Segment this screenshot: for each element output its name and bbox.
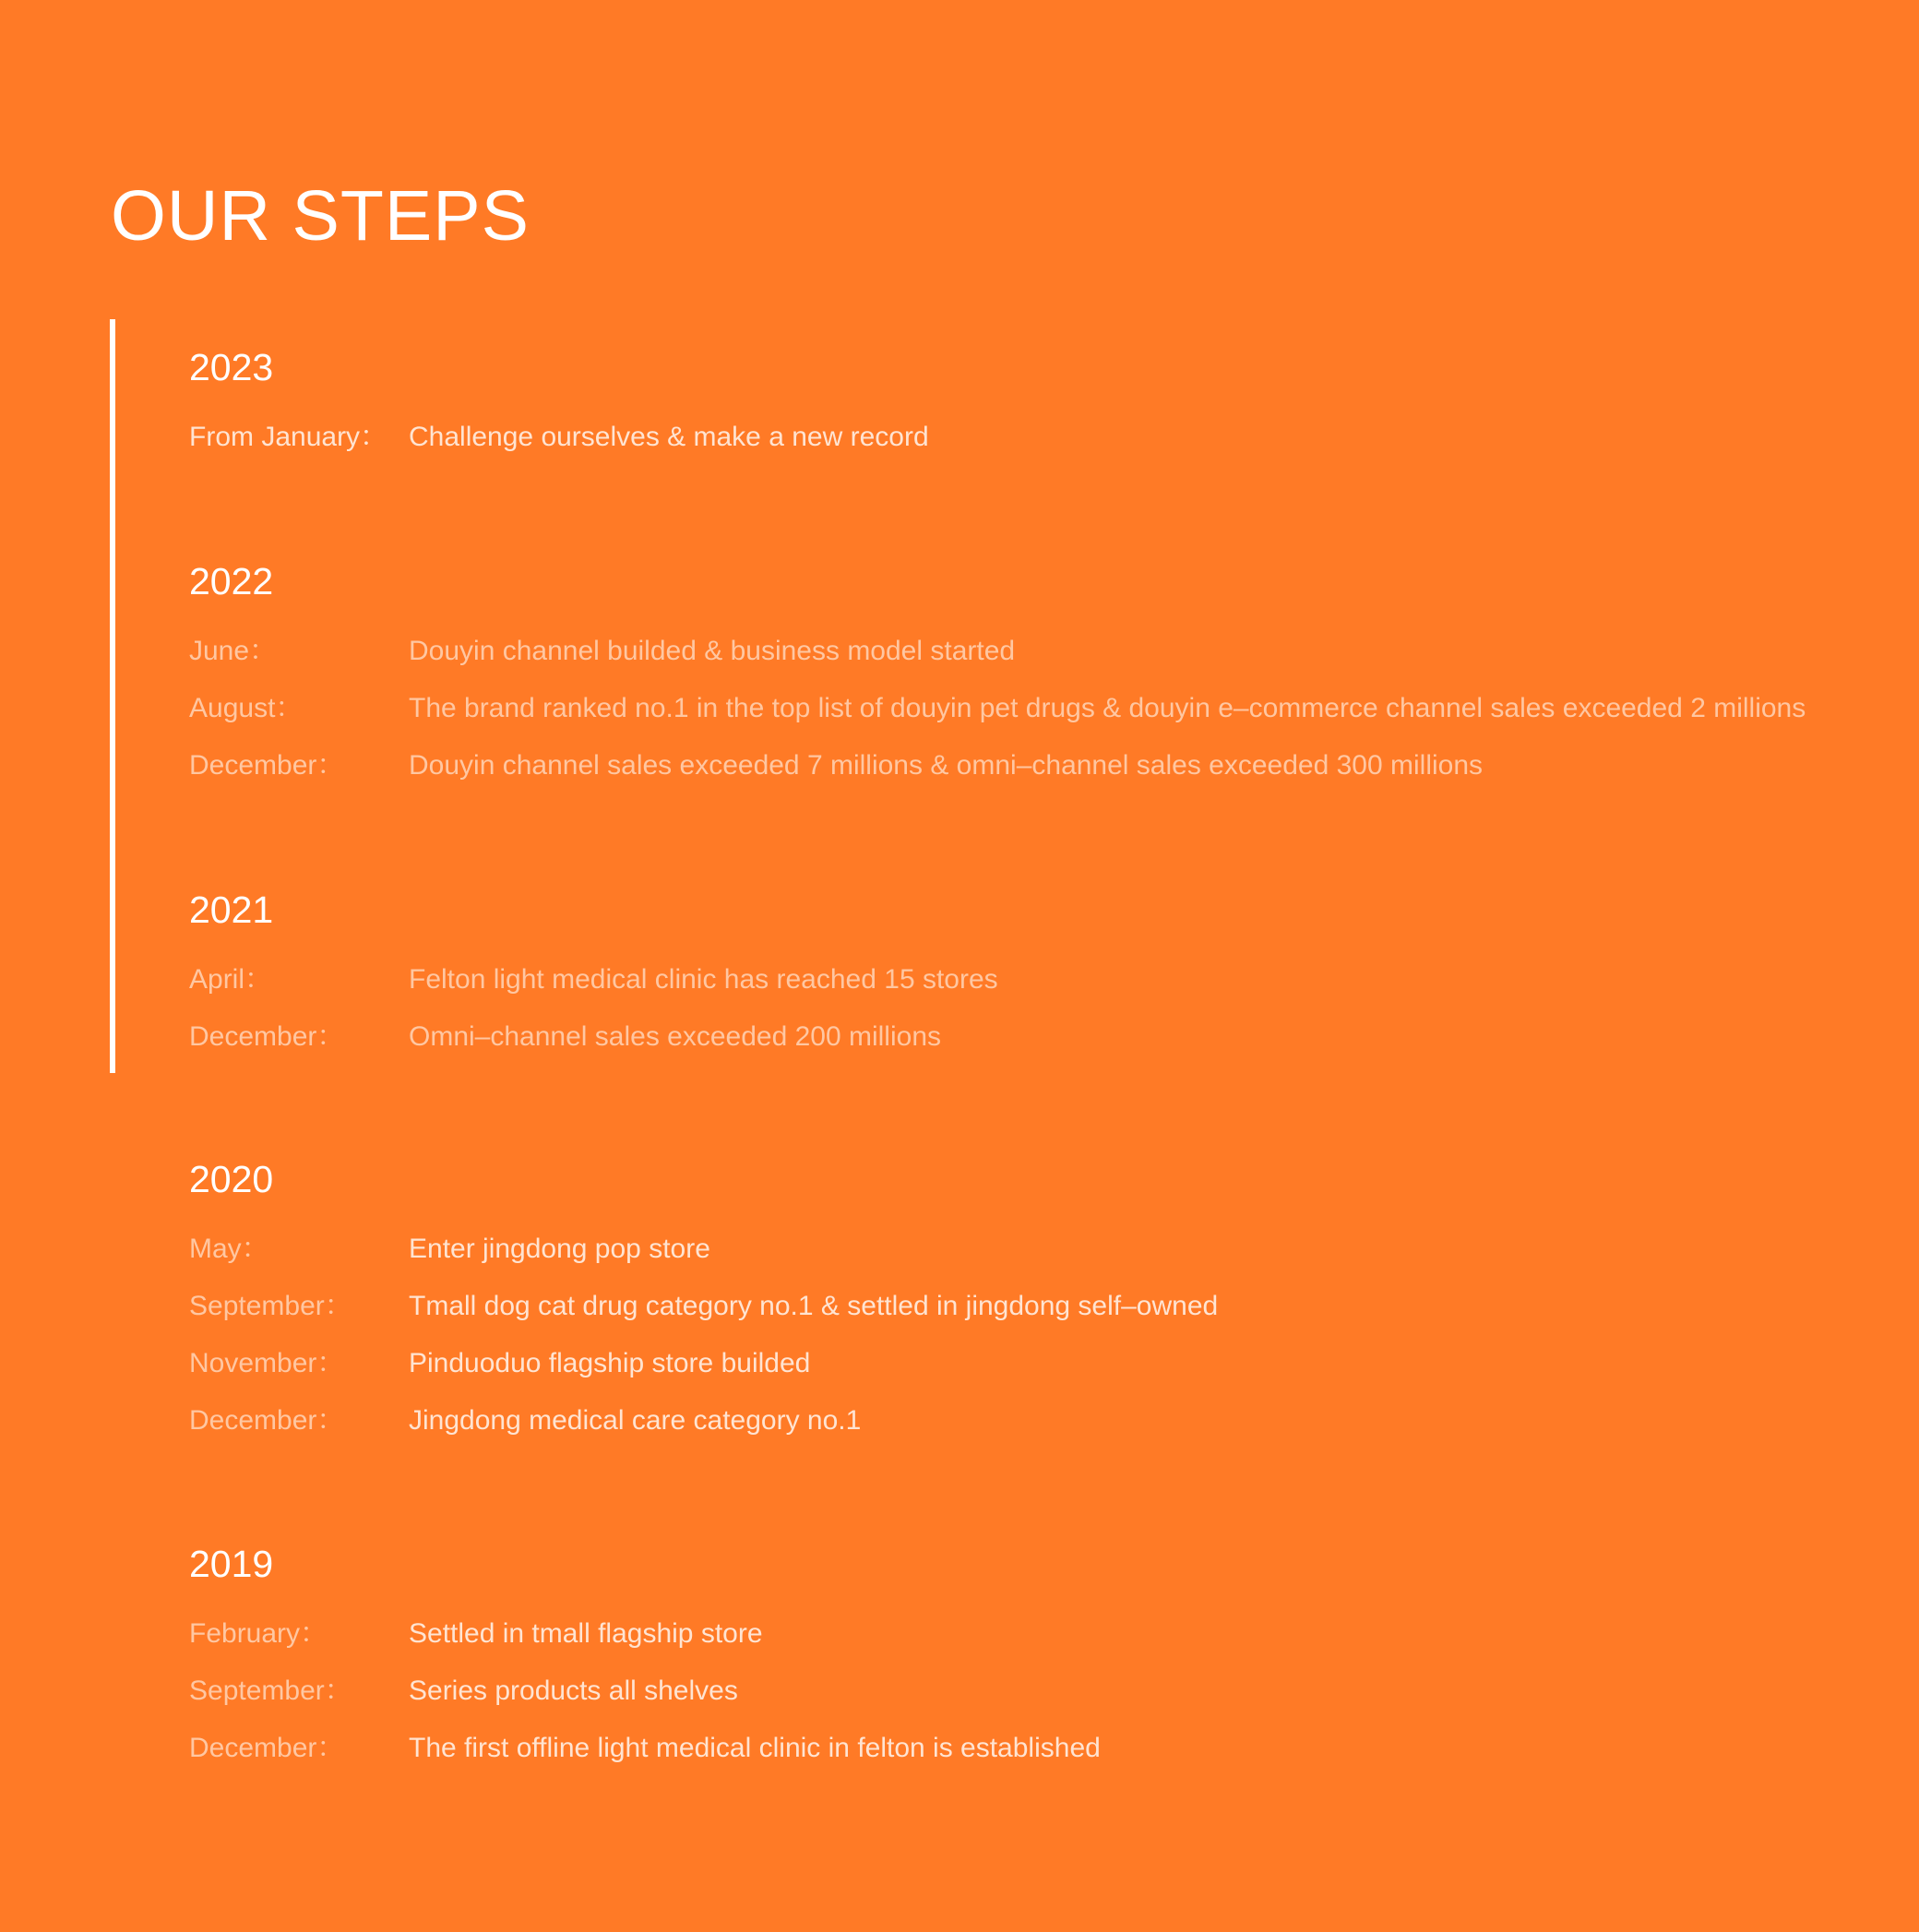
entry-month: April： bbox=[189, 964, 273, 995]
entry-text: Pinduoduo flagship store builded bbox=[409, 1348, 811, 1378]
timeline-entry bbox=[189, 1392, 1905, 1449]
timeline-entry bbox=[189, 1008, 1905, 1066]
year-section-2019 bbox=[189, 1541, 1905, 1777]
entry-text: Enter jingdong pop store bbox=[409, 1234, 710, 1264]
entry-month: December： bbox=[189, 1405, 345, 1436]
entry-list bbox=[189, 1605, 1905, 1777]
entry-text: Omni–channel sales exceeded 200 millions bbox=[409, 1021, 942, 1052]
timeline-entry bbox=[189, 1335, 1905, 1392]
timeline-entry bbox=[189, 623, 1905, 680]
page-title: OUR STEPS bbox=[111, 176, 530, 256]
entry-month: From January： bbox=[189, 422, 388, 452]
timeline-entry bbox=[189, 951, 1905, 1008]
timeline-line bbox=[110, 319, 115, 1073]
entry-text: Series products all shelves bbox=[409, 1676, 738, 1706]
timeline-entry bbox=[189, 1663, 1905, 1720]
entry-list bbox=[189, 623, 1905, 794]
entry-month: December： bbox=[189, 1021, 345, 1052]
entry-month: May： bbox=[189, 1234, 269, 1264]
entry-month: December： bbox=[189, 750, 345, 781]
entry-list bbox=[189, 1221, 1905, 1449]
timeline-entry bbox=[189, 1605, 1905, 1663]
timeline-entry bbox=[189, 1720, 1905, 1777]
entry-text: Douyin channel sales exceeded 7 millions & omni–channel sales exceeded 300 millions bbox=[409, 750, 1484, 781]
year-heading: 2022 bbox=[189, 560, 274, 602]
year-heading: 2020 bbox=[189, 1158, 274, 1200]
entry-text: Jingdong medical care category no.1 bbox=[409, 1405, 862, 1436]
year-section-2021 bbox=[189, 887, 1905, 1066]
entry-month: November： bbox=[189, 1348, 345, 1378]
entry-month: September： bbox=[189, 1676, 352, 1706]
timeline-entry bbox=[189, 1278, 1905, 1335]
entry-list bbox=[189, 409, 1905, 466]
year-section-2023 bbox=[189, 344, 1905, 466]
entry-text: Felton light medical clinic has reached 15 stores bbox=[409, 964, 998, 995]
entry-text: The brand ranked no.1 in the top list of douyin pet drugs & douyin e–commerce channel sales exceeded 2 millions bbox=[409, 693, 1806, 723]
timeline-entry bbox=[189, 737, 1905, 794]
year-heading: 2019 bbox=[189, 1543, 274, 1585]
timeline-entry bbox=[189, 1221, 1905, 1278]
year-heading: 2021 bbox=[189, 888, 274, 931]
entry-text: Douyin channel builded & business model started bbox=[409, 636, 1016, 666]
entry-text: Tmall dog cat drug category no.1 & settled in jingdong self–owned bbox=[409, 1291, 1219, 1321]
year-section-2020 bbox=[189, 1156, 1905, 1449]
timeline-entry bbox=[189, 409, 1905, 466]
entry-month: June： bbox=[189, 636, 278, 666]
year-heading: 2023 bbox=[189, 346, 274, 388]
entry-month: September： bbox=[189, 1291, 352, 1321]
entry-text: The first offline light medical clinic in felton is established bbox=[409, 1733, 1101, 1763]
year-section-2022 bbox=[189, 558, 1905, 794]
entry-text: Challenge ourselves & make a new record bbox=[409, 422, 929, 452]
entry-month: February： bbox=[189, 1618, 328, 1649]
timeline-entry bbox=[189, 680, 1905, 737]
entry-text: Settled in tmall flagship store bbox=[409, 1618, 763, 1649]
entry-month: August： bbox=[189, 693, 304, 723]
entry-month: December： bbox=[189, 1733, 345, 1763]
entry-list bbox=[189, 951, 1905, 1066]
